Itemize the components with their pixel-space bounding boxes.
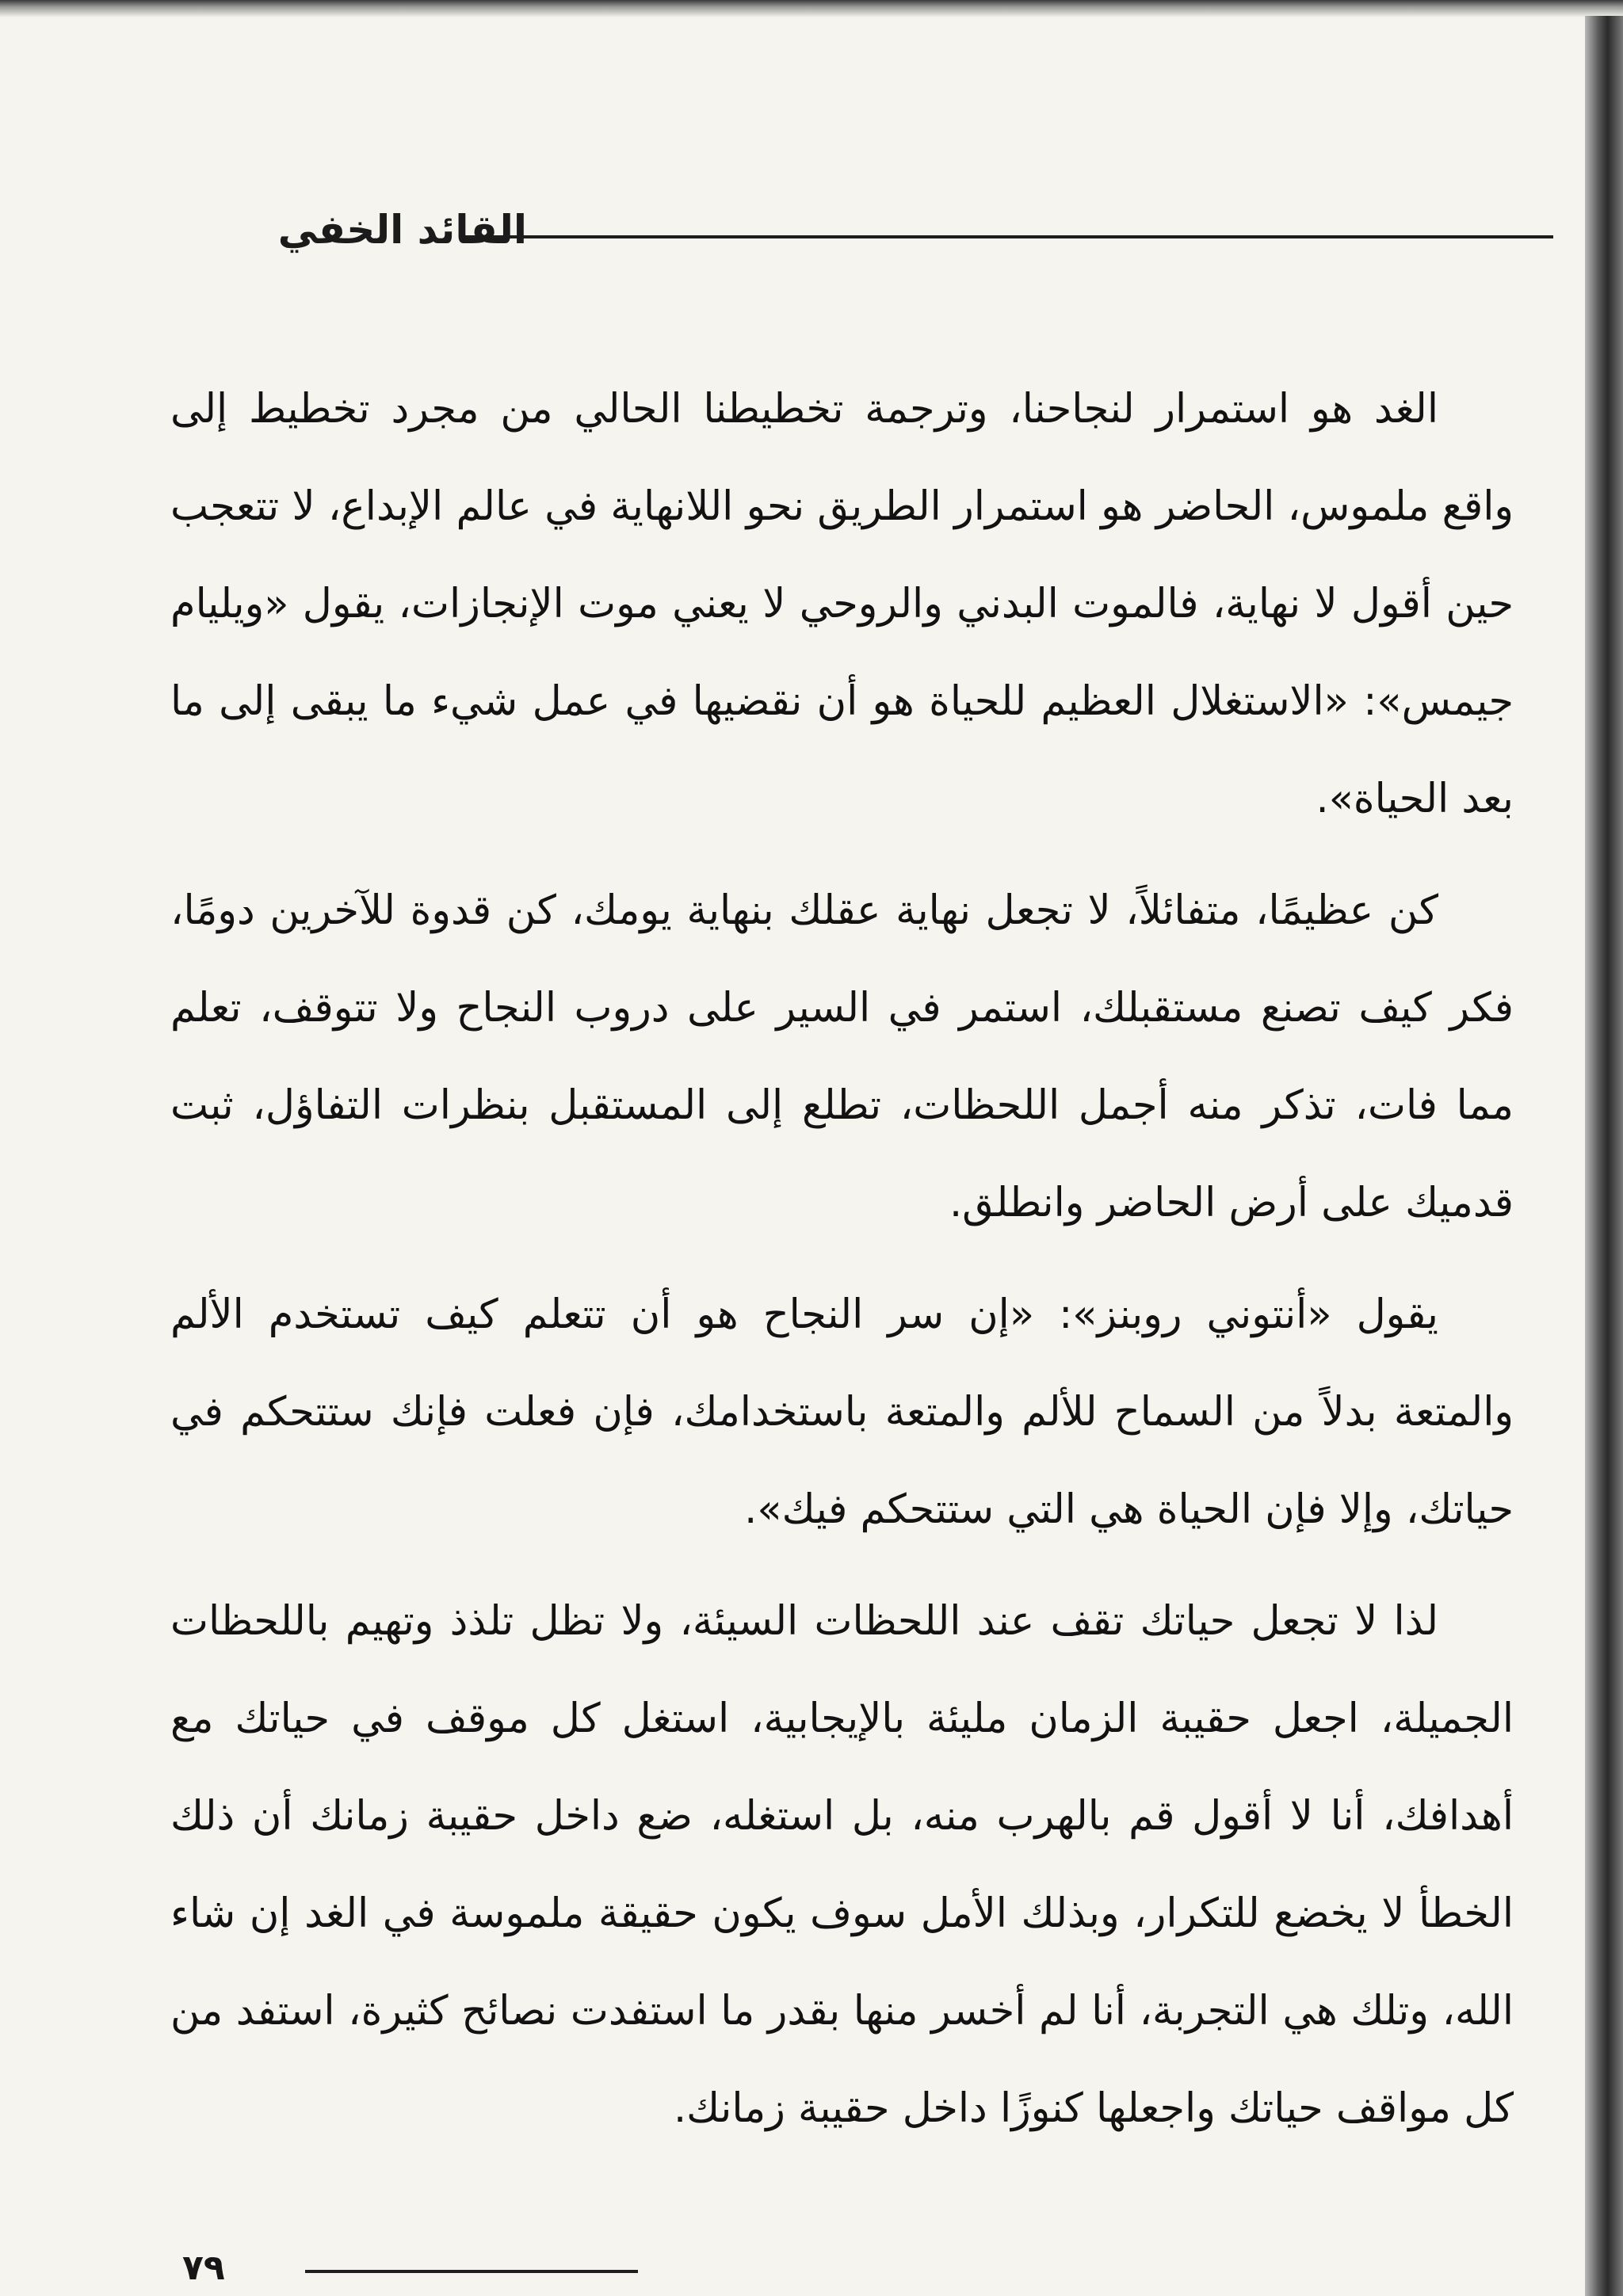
page-number: ٧٩	[182, 2248, 225, 2288]
scan-top-shadow	[0, 0, 1623, 17]
header-rule	[460, 235, 1553, 238]
paragraph-4: لذا لا تجعل حياتك تقف عند اللحظات السيئة، ولا تظل تلذذ وتهيم باللحظات الجميلة، اجعل حقيبة الزمان مليئة بالإيجابية، استغل كل موقف في حياتك مع أهدافك، أنا لا أقول قم بالهرب منه، بل استغله، ضع داخل حقيبة زمانك أن ذلك الخطأ لا يخضع للتكرار، وبذلك الأمل سوف يكون حقيقة ملموسة في الغد إن شاء الله، وتلك هي التجربة، أنا لم أخسر منها بقدر ما استفدت نصائح كثيرة، استفد من كل مواقف حياتك واجعلها كنوزًا داخل حقيبة زمانك.	[170, 1598, 1514, 2132]
paragraph-2: كن عظيمًا، متفائلاً، لا تجعل نهاية عقلك بنهاية يومك، كن قدوة للآخرين دومًا، فكر كيف تصنع مستقبلك، استمر في السير على دروب النجاح ولا تتوقف، تعلم مما فات، تذكر منه أجمل اللحظات، تطلع إلى المستقبل بنظرات التفاؤل، ثبت قدميك على أرض الحاضر وانطلق.	[170, 887, 1514, 1226]
paragraph-1: الغد هو استمرار لنجاحنا، وترجمة تخطيطنا الحالي من مجرد تخطيط إلى واقع ملموس، الحاضر هو استمرار الطريق نحو اللانهاية في عالم الإبداع، لا تتعجب حين أقول لا نهاية، فالموت البدني والروحي لا يعني موت الإنجازات، يقول «ويليام جيمس»: «الاستغلال العظيم للحياة هو أن نقضيها في عمل شيء ما يبقى إلى ما بعد الحياة».	[170, 386, 1514, 822]
book-binding-edge	[1585, 16, 1623, 2296]
footer-rule	[305, 2270, 638, 2273]
page-footer	[151, 2248, 1553, 2296]
page-header	[151, 202, 1553, 273]
body-text	[170, 360, 1514, 2172]
paragraph-3: يقول «أنتوني روبنز»: «إن سر النجاح هو أن تتعلم كيف تستخدم الألم والمتعة بدلاً من السماح للألم والمتعة باستخدامك، فإن فعلت فإنك ستتحكم في حياتك، وإلا فإن الحياة هي التي ستتحكم فيك».	[170, 1291, 1514, 1533]
running-title: القائد الخفي	[277, 207, 527, 253]
